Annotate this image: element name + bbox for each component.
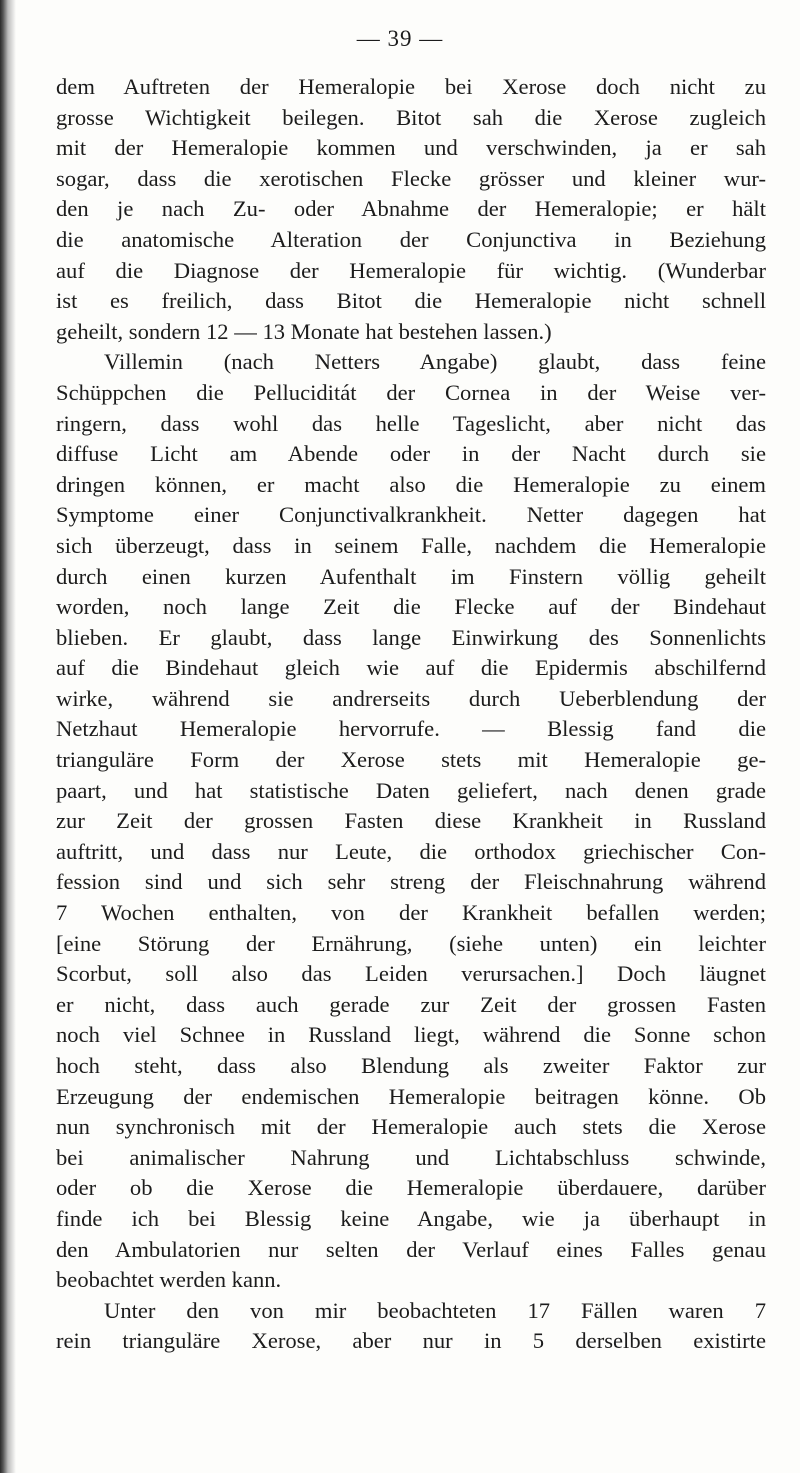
- paragraph: [56, 347, 766, 1295]
- text-line: beobachtet werden kann.: [56, 1267, 282, 1293]
- text-line: oder ob die Xerose die Hemeralopie überdauere, darüber: [56, 1175, 766, 1201]
- text-line: ringern, dass wohl das helle Tageslicht, aber nicht das: [56, 410, 766, 436]
- text-line: worden, noch lange Zeit die Flecke auf der Bindehaut: [56, 594, 766, 620]
- text-line: auftritt, und dass nur Leute, die orthodox griechischer Con-: [56, 838, 766, 864]
- text-line: geheilt, sondern 12 — 13 Monate hat bestehen lassen.): [56, 318, 552, 344]
- text-line: 7 Wochen enthalten, von der Krankheit befallen werden;: [56, 900, 766, 926]
- text-line: sogar, dass die xerotischen Flecke grösser und kleiner wur-: [56, 165, 766, 191]
- text-line: Villemin (nach Netters Angabe) glaubt, dass feine: [104, 349, 766, 375]
- text-line: ist es freilich, dass Bitot die Hemeralopie nicht schnell: [56, 288, 766, 314]
- text-line: noch viel Schnee in Russland liegt, während die Sonne schon: [56, 1022, 766, 1048]
- text-line: die anatomische Alteration der Conjunctiva in Beziehung: [56, 226, 766, 252]
- text-line: auf die Diagnose der Hemeralopie für wichtig. (Wunderbar: [56, 257, 766, 283]
- text-line: Netzhaut Hemeralopie hervorrufe. — Blessig fand die: [56, 716, 766, 742]
- text-line: sich überzeugt, dass in seinem Falle, nachdem die Hemeralopie: [56, 532, 766, 558]
- text-line: Unter den von mir beobachteten 17 Fällen waren 7: [104, 1297, 766, 1323]
- text-line: Symptome einer Conjunctivalkrankheit. Netter dagegen hat: [56, 502, 766, 528]
- text-line: rein trianguläre Xerose, aber nur in 5 derselben existirte: [56, 1328, 766, 1354]
- text-line: zur Zeit der grossen Fasten diese Krankheit in Russland: [56, 808, 766, 834]
- text-line: paart, und hat statistische Daten geliefert, nach denen grade: [56, 777, 766, 803]
- text-line: dringen können, er macht also die Hemeralopie zu einem: [56, 471, 766, 497]
- text-line: wirke, während sie andrerseits durch Ueberblendung der: [56, 685, 766, 711]
- text-line: nun synchronisch mit der Hemeralopie auch stets die Xerose: [56, 1114, 766, 1140]
- text-line: bei animalischer Nahrung und Lichtabschluss schwinde,: [56, 1144, 766, 1170]
- text-line: dem Auftreten der Hemeralopie bei Xerose doch nicht zu: [56, 74, 766, 99]
- text-line: trianguläre Form der Xerose stets mit Hemeralopie ge-: [56, 747, 766, 773]
- text-line: fession sind und sich sehr streng der Fleischnahrung während: [56, 869, 766, 895]
- text-line: blieben. Er glaubt, dass lange Einwirkung des Sonnenlichts: [56, 624, 766, 650]
- text-line: hoch steht, dass also Blendung als zweiter Faktor zur: [56, 1053, 766, 1078]
- text-line: den je nach Zu- oder Abnahme der Hemeralopie; er hält: [56, 196, 766, 222]
- paragraph: [56, 1296, 766, 1357]
- text-line: finde ich bei Blessig keine Angabe, wie ja überhaupt in: [56, 1205, 766, 1231]
- text-line: grosse Wichtigkeit beilegen. Bitot sah die Xerose zugleich: [56, 104, 766, 130]
- body-text: [56, 72, 766, 1357]
- paragraph: [56, 72, 766, 347]
- page-binding-edge: [0, 0, 16, 1473]
- text-line: [eine Störung der Ernährung, (siehe unten) ein leichter: [56, 930, 766, 956]
- text-line: diffuse Licht am Abende oder in der Nacht durch sie: [56, 441, 766, 467]
- text-line: mit der Hemeralopie kommen und verschwinden, ja er sah: [56, 135, 766, 161]
- text-line: durch einen kurzen Aufenthalt im Finstern völlig geheilt: [56, 563, 766, 589]
- text-line: Schüppchen die Pelluciditát der Cornea in der Weise ver-: [56, 379, 766, 405]
- text-line: auf die Bindehaut gleich wie auf die Epidermis abschilfernd: [56, 655, 766, 681]
- text-line: Scorbut, soll also das Leiden verursachen.] Doch läugnet: [56, 961, 766, 987]
- text-line: den Ambulatorien nur selten der Verlauf eines Falles genau: [56, 1236, 766, 1262]
- text-line: er nicht, dass auch gerade zur Zeit der grossen Fasten: [56, 991, 766, 1017]
- page-number: — 39 —: [356, 26, 444, 51]
- text-line: Erzeugung der endemischen Hemeralopie beitragen könne. Ob: [56, 1083, 766, 1109]
